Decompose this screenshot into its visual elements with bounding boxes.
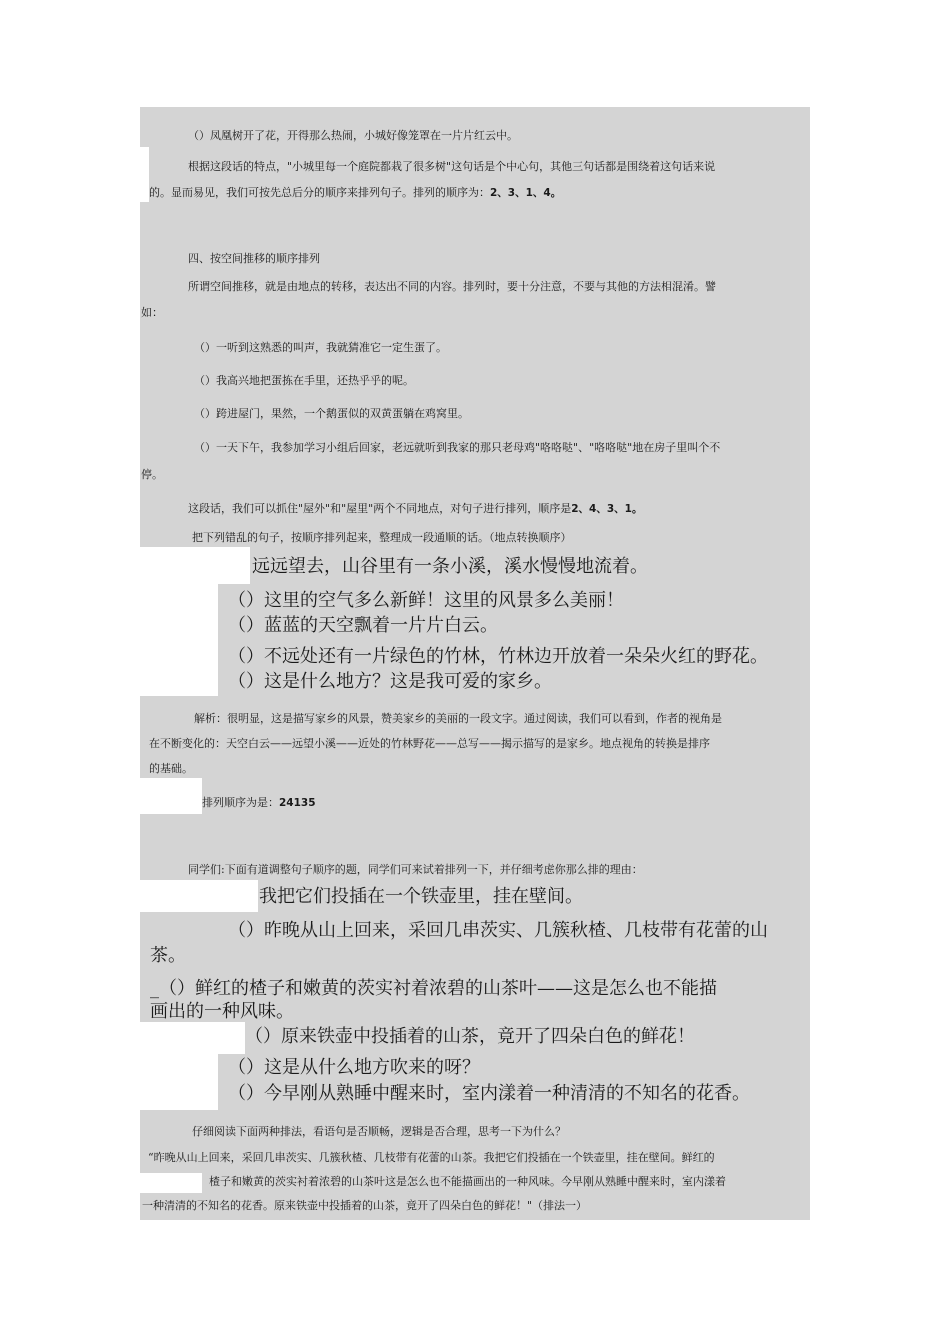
margin-gap [140,547,250,584]
exercise-option: （）这是从什么地方吹来的呀？ [228,1057,480,1078]
exercise-option: （）原来铁壶中投插着的山茶，竟开了四朵白色的鲜花！ [245,1026,695,1047]
exercise-option: （）昨晚从山上回来，采回几串茨实、几簇秋楂、几枝带有花蕾的山 [228,920,768,941]
analysis-line: 解析：很明显，这是描写家乡的风景，赞美家乡的美丽的一段文字。通过阅读，我们可以看到，作者的视角是 [194,712,722,725]
sentence-option: （）一天下午，我参加学习小组后回家，老远就听到我家的那只老母鸡"咯咯哒"、"咯咯哒"地在房子里叫个不 [194,441,721,454]
sentence-option: （）凤凰树开了花，开得那么热闹，小城好像笼罩在一片片红云中。 [188,129,518,142]
paragraph-line: 的。显而易见，我们可按先总后分的顺序来排列句子。排列的顺序为：2、3、1、4。 [149,186,562,199]
sentence-option: （）我高兴地把蛋拣在手里，还热乎乎的呢。 [194,374,414,387]
margin-gap [140,778,202,814]
exercise-option: _（）鲜红的楂子和嫩黄的茨实衬着浓碧的山茶叶——这是怎么也不能描 [150,978,717,999]
section-heading: 四、按空间推移的顺序排列 [188,252,320,265]
margin-gap [140,147,149,202]
margin-gap [140,1054,218,1110]
paragraph-line: 停。 [141,468,163,481]
margin-gap [140,584,218,696]
margin-gap [140,1173,202,1193]
exercise-option: （）不远处还有一片绿色的竹林，竹林边开放着一朵朵火红的野花。 [228,646,768,667]
exercise-instruction: 仔细阅读下面两种排法，看语句是否顺畅，逻辑是否合理，思考一下为什么？ [192,1125,566,1138]
exercise-option: （）这里的空气多么新鲜！这里的风景多么美丽！ [228,590,624,611]
exercise-option: （）今早刚从熟睡中醒来时，室内漾着一种清清的不知名的花香。 [228,1083,750,1104]
exercise-option: 茶。 [150,945,186,966]
sentence-option: （）跨进屋门，果然，一个鹅蛋似的双黄蛋躺在鸡窝里。 [194,407,469,420]
exercise-instruction: 同学们:下面有道调整句子顺序的题，同学们可来试着排列一下，并仔细考虑你那么排的理由： [188,863,643,876]
exercise-sentence: 我把它们投插在一个铁壶里，挂在壁间。 [259,886,583,907]
paragraph-line: 所谓空间推移，就是由地点的转移，表达出不同的内容。排列时，要十分注意，不要与其他的方法相混淆。譬 [188,280,716,293]
exercise-instruction: 把下列错乱的句子，按顺序排列起来，整理成一段通顺的话。（地点转换顺序） [192,531,572,544]
margin-gap [140,1022,245,1054]
exercise-option: 画出的一种风味。 [150,1001,294,1022]
paragraph-line: 根据这段话的特点，"小城里每一个庭院都栽了很多树"这句话是个中心句，其他三句话都是围绕着这句话来说 [188,160,716,173]
quoted-passage: 一种清清的不知名的花香。原来铁壶中投插着的山茶，竟开了四朵白色的鲜花！"（排法一） [142,1199,588,1212]
margin-gap [140,880,258,912]
sentence-option: （）一听到这熟悉的叫声，我就猜准它一定生蛋了。 [194,341,447,354]
exercise-option: （）这是什么地方？这是我可爱的家乡。 [228,671,552,692]
quoted-passage: 楂子和嫩黄的茨实衬着浓碧的山茶叶这是怎么也不能描画出的一种风味。今早刚从熟睡中醒来时，室内漾着 [209,1175,726,1188]
quoted-passage: “昨晚从山上回来，采回几串茨实、几簇秋楂、几枝带有花蕾的山茶。我把它们投插在一个铁壶里，挂在壁间。鲜红的 [148,1151,715,1164]
paragraph-line: 如： [141,306,163,319]
paragraph-line: 这段话，我们可以抓住"屋外"和"屋里"两个不同地点，对句子进行排列，顺序是2、4、3、1。 [188,502,643,515]
analysis-line: 在不断变化的：天空白云——远望小溪——近处的竹林野花——总写——揭示描写的是家乡。地点视角的转换是排序 [149,737,710,750]
analysis-line: 的基础。 [149,762,193,775]
answer-line: 排列顺序为是：24135 [202,796,316,809]
exercise-option: （）蓝蓝的天空飘着一片片白云。 [228,615,498,636]
exercise-sentence: 远远望去，山谷里有一条小溪，溪水慢慢地流着。 [252,556,648,577]
